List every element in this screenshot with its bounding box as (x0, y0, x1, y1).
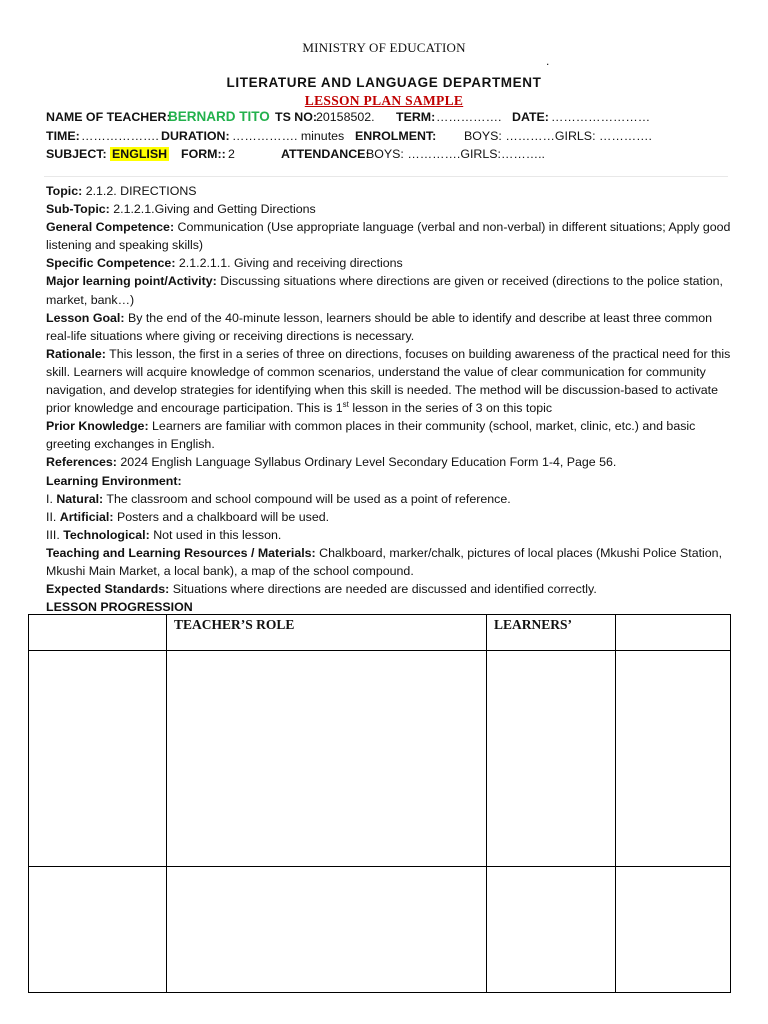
environment-artificial-line (46, 508, 736, 526)
table-row (29, 867, 731, 993)
environment-technological-line (46, 526, 736, 544)
general-competence-value: Communication (Use appropriate language (verbal and non-verbal) in different situations; Apply good listening and speaking skills) (46, 220, 731, 253)
general-competence-label: General Competence: (46, 220, 175, 235)
topic-line (46, 182, 736, 200)
subtopic-value: 2.1.2.1.Giving and Getting Directions (113, 202, 316, 217)
rationale-value-end: lesson in the series of 3 on this topic (352, 401, 553, 416)
document-title: LESSON PLAN SAMPLE (304, 93, 464, 108)
rationale-label: Rationale: (46, 346, 106, 361)
environment-natural-number: I. (46, 491, 53, 506)
specific-competence-label: Specific Competence: (46, 256, 176, 271)
major-learning-point-label: Major learning point/Activity: (46, 274, 217, 289)
references-value: 2024 English Language Syllabus Ordinary Level Secondary Education Form 1-4, Page 56. (120, 455, 617, 470)
header-cell-assessment (616, 615, 731, 651)
header-cell-learners: LEARNERS’ (487, 615, 616, 651)
resources-line (46, 544, 736, 580)
term-value: ……………. (436, 110, 502, 124)
attendance-label: ATTENDANCE: (281, 147, 370, 161)
table-cell[interactable] (616, 651, 731, 867)
ministry-title: MINISTRY OF EDUCATION (302, 40, 466, 55)
major-learning-point-value: Discussing situations where directions are given or received (directions to the police station, market, bank…) (46, 274, 723, 307)
table-header-row (29, 615, 731, 651)
table-cell[interactable] (616, 867, 731, 993)
table-row (29, 651, 731, 867)
specific-competence-value: 2.1.2.1.1. Giving and receiving directions (178, 256, 403, 271)
table-cell[interactable] (29, 867, 167, 993)
duration-label: DURATION: (161, 129, 230, 143)
department-title: LITERATURE AND LANGUAGE DEPARTMENT (226, 75, 542, 90)
subtopic-label: Sub-Topic: (46, 202, 110, 217)
general-competence-line (46, 218, 736, 254)
environment-technological-number: III. (46, 527, 60, 542)
expected-standards-label: Expected Standards: (46, 582, 170, 597)
expected-standards-line (46, 580, 736, 598)
lesson-goal-value: By the end of the 40-minute lesson, learners should be able to identify and describe at least three common real-life situations where giving or receiving directions is necessary. (46, 310, 713, 343)
lesson-goal-label: Lesson Goal: (46, 310, 125, 325)
prior-knowledge-line (46, 417, 736, 453)
specific-competence-line (46, 254, 736, 272)
environment-technological-value: Not used in this lesson. (153, 527, 282, 542)
prior-knowledge-label: Prior Knowledge: (46, 419, 149, 434)
subject-label: SUBJECT: (46, 147, 107, 161)
table-cell[interactable] (167, 867, 487, 993)
table-cell[interactable] (167, 651, 487, 867)
expected-standards-value: Situations where directions are needed are discussed and identified correctly. (172, 582, 597, 597)
stray-mark: . (546, 54, 550, 68)
environment-artificial-value: Posters and a chalkboard will be used. (116, 509, 330, 524)
learning-environment-label: Learning Environment: (46, 473, 182, 488)
table-cell[interactable] (487, 651, 616, 867)
tsno-value: 20158502. (316, 110, 375, 124)
lesson-goal-line (46, 309, 736, 345)
topic-value: 2.1.2. DIRECTIONS (85, 184, 197, 198)
lesson-details (46, 182, 736, 616)
table-cell[interactable] (29, 651, 167, 867)
term-label: TERM: (396, 110, 436, 124)
duration-value: ……………. minutes (232, 129, 345, 143)
teacher-label: NAME OF TEACHER: (46, 110, 171, 124)
major-learning-point-line (46, 272, 736, 308)
environment-technological-label: Technological: (63, 527, 150, 542)
table-cell[interactable] (487, 867, 616, 993)
prior-knowledge-value: Learners are familiar with common places in their community (school, market, clinic, etc.) and basic greeting exchanges in English. (46, 419, 696, 452)
tsno-label: TS NO: (275, 110, 317, 124)
rationale-value: This lesson, the first in a series of three on directions, focuses on building awareness of the practical need for this skill. Learners will acquire knowledge of common scenarios, understand the value of clear communication for community navigation, and develop strategies for identifying when this skill is needed. The method will be discussion-based to activate prior knowledge and encourage participation. This is 1 (46, 346, 731, 416)
environment-natural-line (46, 490, 736, 508)
header-cell-teachers-role: TEACHER’S ROLE (167, 615, 487, 651)
header-divider (44, 176, 728, 177)
subtopic-line (46, 200, 736, 218)
topic-label: Topic: (46, 184, 83, 198)
rationale-line (46, 345, 736, 417)
references-label: References: (46, 455, 117, 470)
environment-artificial-number: II. (46, 509, 57, 524)
resources-value: Chalkboard, marker/chalk, pictures of local places (Mkushi Police Station, Mkushi Main Market, a local bank), a map of the school compound. (46, 545, 723, 578)
environment-natural-value: The classroom and school compound will be used as a point of reference. (106, 491, 511, 506)
date-label: DATE: (512, 110, 549, 124)
lesson-progression-label: LESSON PROGRESSION (46, 600, 193, 615)
time-value: ………………. (81, 129, 159, 143)
subject-value: ENGLISH (112, 147, 168, 161)
teacher-name: BERNARD TITO (168, 109, 270, 124)
environment-natural-label: Natural: (56, 491, 104, 506)
form-label: FORM:: (181, 147, 226, 161)
attendance-value: BOYS: ………….GIRLS:……….. (366, 147, 546, 161)
rationale-superscript: st (342, 400, 349, 409)
header-cell-stage (29, 615, 167, 651)
learning-environment-heading (46, 472, 736, 490)
enrolment-label: ENROLMENT: (355, 129, 437, 143)
references-line (46, 453, 736, 471)
lesson-progression-table (28, 614, 731, 993)
time-label: TIME: (46, 129, 80, 143)
environment-artificial-label: Artificial: (59, 509, 114, 524)
form-value: 2 (228, 147, 235, 161)
enrolment-value: BOYS: …………GIRLS: …………. (464, 129, 652, 143)
date-value: …………………… (551, 110, 651, 124)
resources-label: Teaching and Learning Resources / Materials: (46, 545, 316, 560)
